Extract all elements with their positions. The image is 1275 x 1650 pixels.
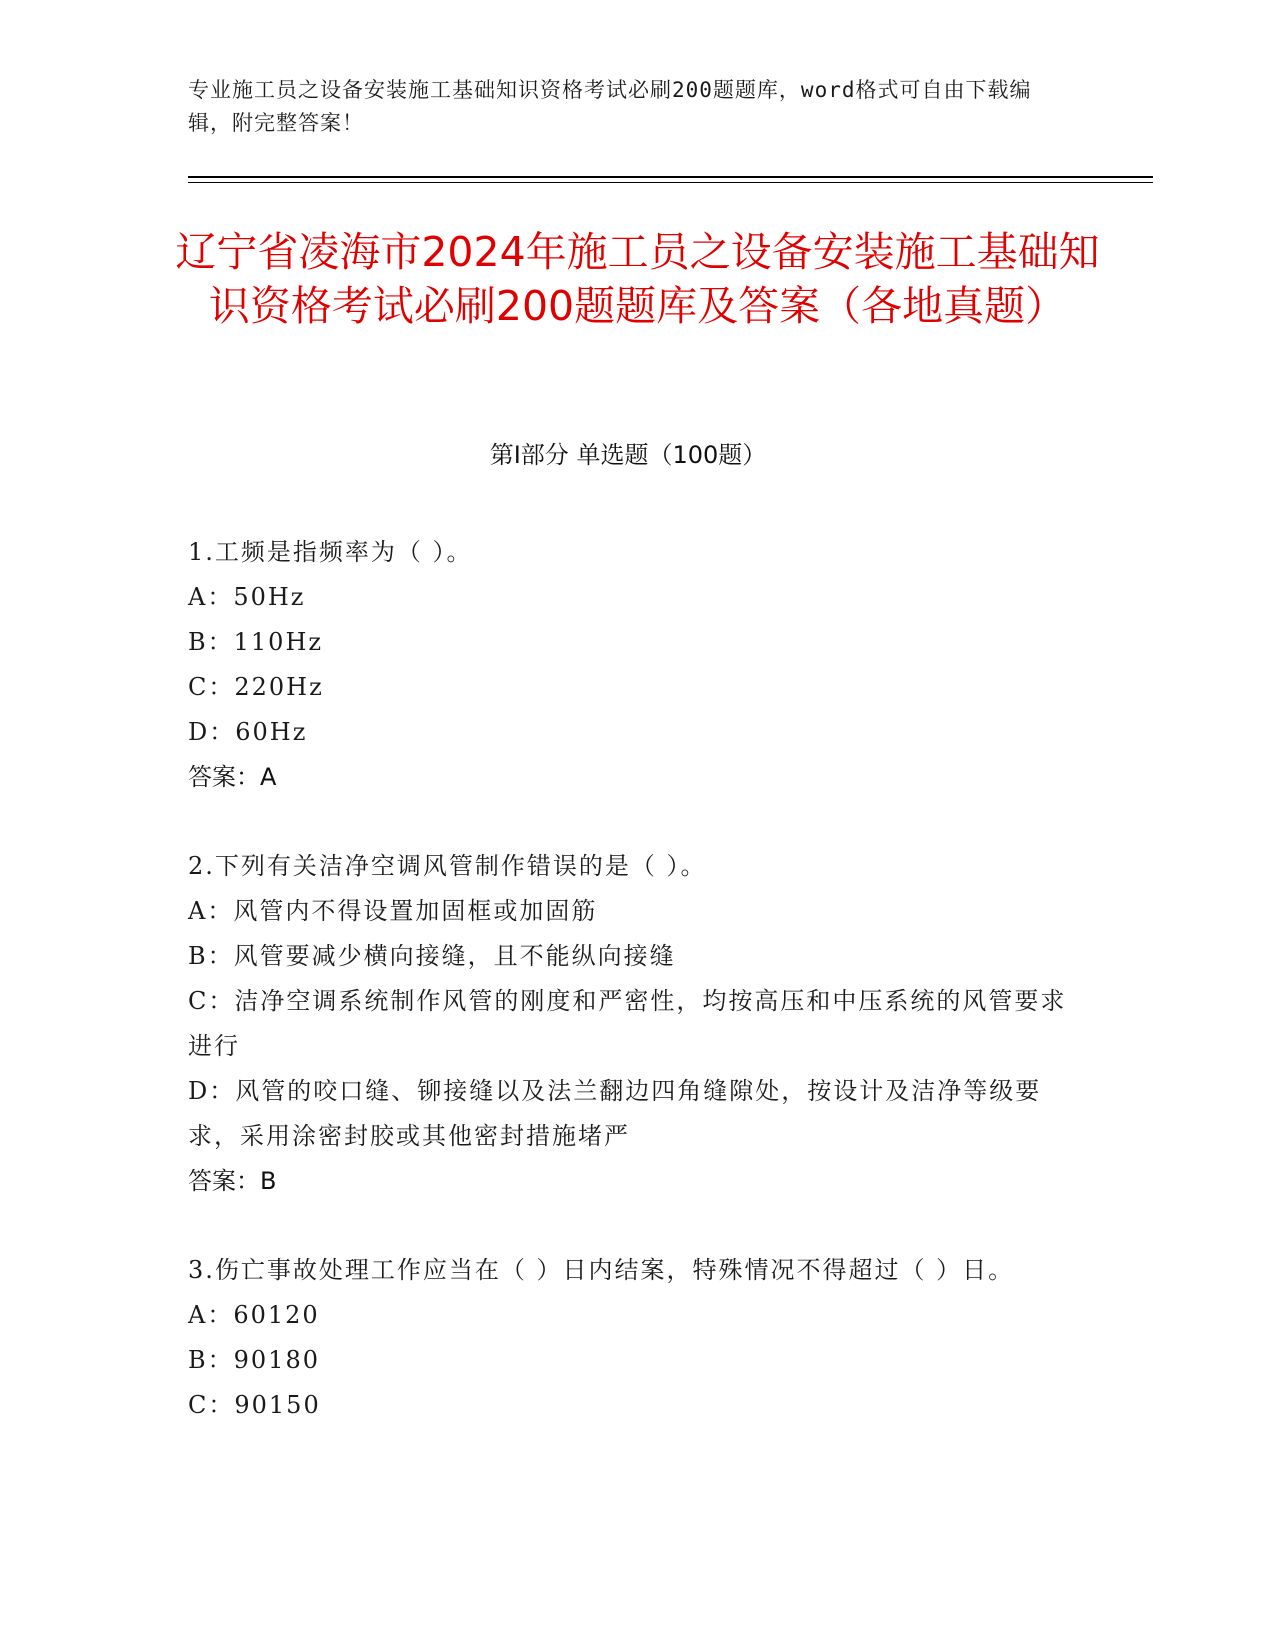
option-a: A：风管内不得设置加固框或加固筋 xyxy=(188,897,598,925)
option-c: C：洁净空调系统制作风管的刚度和严密性，均按高压和中压系统的风管要求进行 xyxy=(188,987,1067,1060)
option-b: B：风管要减少横向接缝，且不能纵向接缝 xyxy=(188,942,676,970)
question-1 xyxy=(188,530,1068,800)
header-note: 专业施工员之设备安装施工基础知识资格考试必刷200题题库，word格式可自由下载编辑，附完整答案！ xyxy=(188,78,1032,135)
option-d: D：风管的咬口缝、铆接缝以及法兰翻边四角缝隙处，按设计及洁净等级要求，采用涂密封胶或其他密封措施堵严 xyxy=(188,1077,1042,1150)
question-2 xyxy=(188,844,1068,1204)
option-c: C：90150 xyxy=(188,1391,321,1419)
option-a: A：60120 xyxy=(188,1301,320,1329)
option-d: D：60Hz xyxy=(188,718,308,746)
option-b: B：110Hz xyxy=(188,628,324,656)
section-heading: 第Ⅰ部分 单选题（100题） xyxy=(489,441,767,469)
document-title: 辽宁省凌海市2024年施工员之设备安装施工基础知识资格考试必刷200题题库及答案（各地真题） xyxy=(175,228,1100,330)
option-a: A：50Hz xyxy=(188,583,306,611)
question-stem: 2.下列有关洁净空调风管制作错误的是（ ）。 xyxy=(188,852,707,880)
option-c: C：220Hz xyxy=(188,673,324,701)
question-stem: 3.伤亡事故处理工作应当在（ ）日内结案，特殊情况不得超过（ ）日。 xyxy=(188,1256,1015,1284)
question-stem: 1.工频是指频率为（ ）。 xyxy=(188,538,473,566)
question-list xyxy=(188,530,1068,1472)
answer: 答案：A xyxy=(188,763,277,791)
question-3 xyxy=(188,1248,1068,1428)
option-b: B：90180 xyxy=(188,1346,320,1374)
header-divider xyxy=(188,176,1153,178)
answer: 答案：B xyxy=(188,1167,277,1195)
header-divider-thin xyxy=(188,182,1153,183)
